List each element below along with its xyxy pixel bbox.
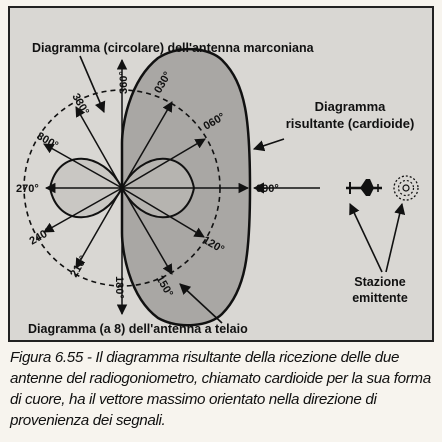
bearing-180-label: 180° [113, 276, 125, 299]
station-label-line1: Stazione [354, 275, 406, 289]
bearing-360-label: 360° [118, 71, 130, 94]
bearing-060-label: 060° [201, 110, 228, 133]
title-loop-pattern: Diagramma (a 8) dell'antenna a telaio [28, 322, 248, 336]
figure-caption [10, 347, 434, 431]
bearing-090-label: 090° [256, 183, 279, 195]
bearing-270-label: 270° [16, 183, 39, 195]
title-result-line2: risultante (cardioide) [285, 116, 415, 131]
bearing-150-label: 150° [153, 273, 176, 300]
bearing-240-label: 240° [27, 225, 54, 248]
bearing-030-label: 030° [152, 69, 174, 96]
transmitting-station-icon [394, 176, 418, 200]
station-label-line2: emittente [352, 291, 408, 305]
bearing-210-label: 210° [68, 253, 90, 280]
bearing-120-label: 120° [200, 234, 227, 256]
bearing-300-label: 300° [34, 130, 61, 152]
aircraft-icon [346, 179, 382, 196]
figure-panel [8, 6, 434, 342]
title-result-line1: Diagramma [314, 99, 386, 114]
caption-label: Figura 6.55 [10, 349, 83, 366]
title-circular-pattern: Diagramma (circolare) dell'antenna marconiana [32, 41, 314, 55]
caption-text: - Il diagramma risultante della ricezione delle due antenne del radiogoniometro, chiamato cardioide per la sua forma di cuore, ha il vettore massimo orientato nella direzione di provenienza dei segnali. [10, 349, 431, 429]
diagram-canvas [10, 8, 432, 340]
bearing-330-label: 330° [69, 91, 92, 118]
